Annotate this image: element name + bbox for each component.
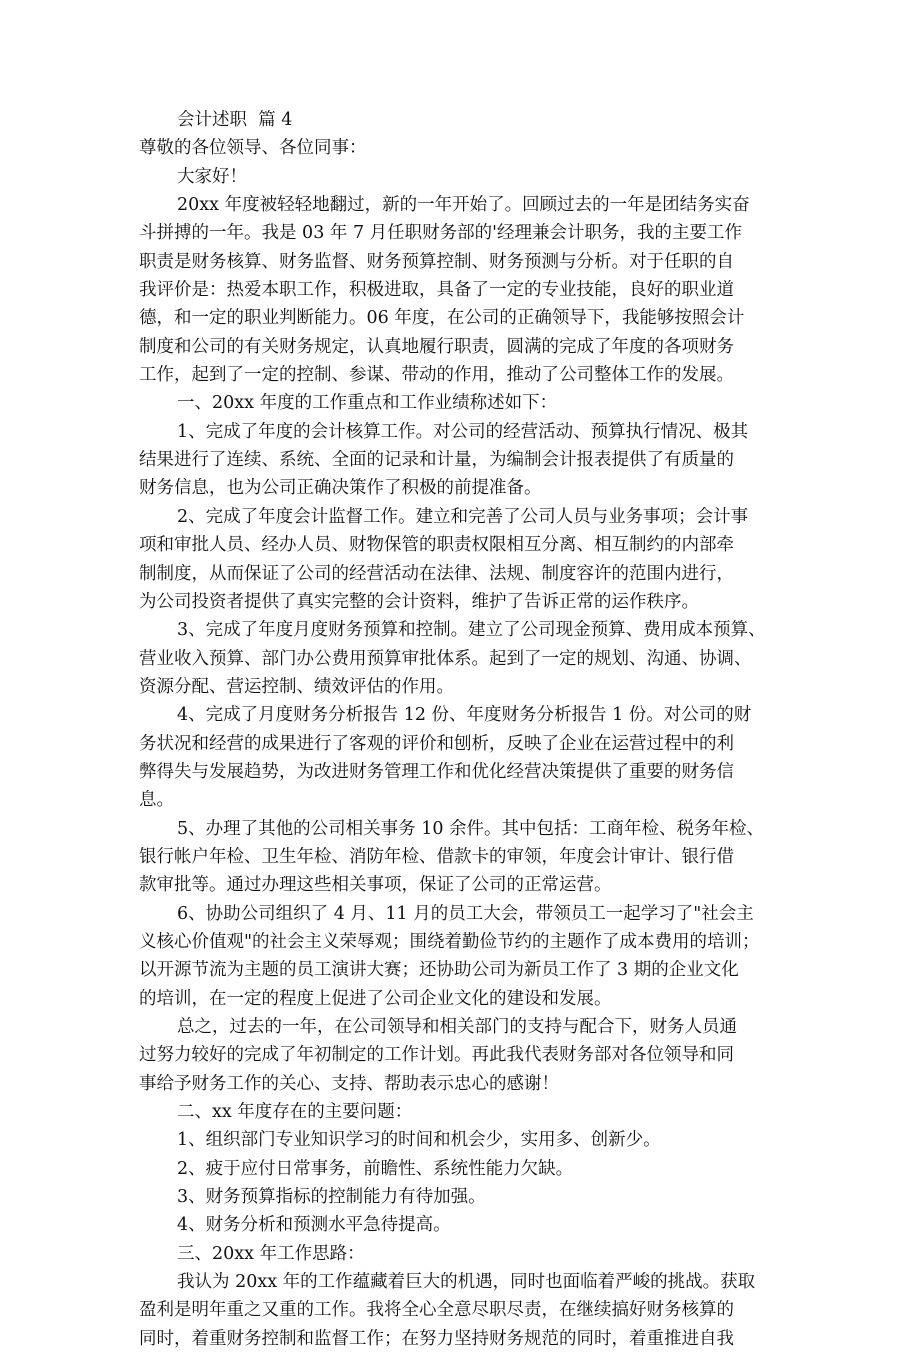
- summary-line: 总之，过去的一年，在公司领导和相关部门的支持与配合下，财务人员通: [177, 1017, 737, 1037]
- item-2-line: 为公司投资者提供了真实完整的会计资料，维护了告诉正常的运作秩序。: [139, 591, 699, 612]
- intro-line: 斗拼搏的一年。我是 03 年 7 月任职财务部的'经理兼会计职务，我的主要工作: [139, 223, 742, 244]
- document-body: [139, 106, 784, 1353]
- item-3-line: 3、完成了年度月度财务预算和控制。建立了公司现金预算、费用成本预算、: [177, 620, 766, 641]
- item-6-line: 6、协助公司组织了 4 月、11 月的员工大会，带领员工一起学习了"社会主: [177, 903, 754, 924]
- summary-line: 事给予财务工作的关心、支持、帮助表示忠心的感谢！: [139, 1073, 559, 1094]
- item-3-line: 资源分配、营运控制、绩效评估的作用。: [139, 676, 454, 697]
- document-title: 会计述职 篇 4: [177, 110, 293, 130]
- item-2-line: 项和审批人员、经办人员、财物保管的职责权限相互分离、相互制约的内部牵: [139, 535, 734, 556]
- section-heading-3: 三、20xx 年工作思路：: [177, 1243, 365, 1264]
- item-4-line: 息。: [139, 790, 174, 811]
- section-heading-2: 二、xx 年度存在的主要问题：: [177, 1102, 413, 1123]
- item-4-line: 务状况和经营的成果进行了客观的评价和刨析，反映了企业在运营过程中的利: [139, 733, 734, 754]
- salutation: 尊敬的各位领导、各位同事：: [139, 138, 367, 159]
- plan-line: 盈利是明年重之又重的工作。我将全心全意尽职尽责，在继续搞好财务核算的: [139, 1300, 734, 1321]
- problem-item: 1、组织部门专业知识学习的时间和机会少，实用多、创新少。: [177, 1130, 661, 1151]
- item-3-line: 营业收入预算、部门办公费用预算审批体系。起到了一定的规划、沟通、协调、: [139, 648, 752, 669]
- item-1-line: 1、完成了年度的会计核算工作。对公司的经营活动、预算执行情况、极其: [177, 421, 749, 442]
- item-6-line: 以开源节流为主题的员工演讲大赛；还协助公司为新员工作了 3 期的企业文化: [139, 960, 739, 981]
- intro-line: 制度和公司的有关财务规定，认真地履行职责，圆满的完成了年度的各项财务: [139, 336, 734, 357]
- item-5-line: 银行帐户年检、卫生年检、消防年检、借款卡的审领，年度会计审计、银行借: [139, 846, 734, 867]
- problem-item: 3、财务预算指标的控制能力有待加强。: [177, 1187, 486, 1208]
- intro-line: 职责是财务核算、财务监督、财务预算控制、财务预测与分析。对于任职的自: [139, 251, 734, 272]
- item-1-line: 财务信息，也为公司正确决策作了积极的前提准备。: [139, 478, 542, 499]
- item-4-line: 4、完成了月度财务分析报告 12 份、年度财务分析报告 1 份。对公司的财: [177, 705, 752, 726]
- item-2-line: 制制度，从而保证了公司的经营活动在法律、法规、制度容许的范围内进行，: [139, 563, 734, 584]
- intro-line: 工作，起到了一定的控制、参谋、带动的作用，推动了公司整体工作的发展。: [139, 365, 734, 386]
- section-heading-1: 一、20xx 年度的工作重点和工作业绩称述如下：: [177, 393, 558, 414]
- item-6-line: 的培训，在一定的程度上促进了公司企业文化的建设和发展。: [139, 988, 612, 1009]
- summary-line: 过努力较好的完成了年初制定的工作计划。再此我代表财务部对各位领导和同: [139, 1045, 734, 1066]
- intro-line: 德，和一定的职业判断能力。06 年度，在公司的正确领导下，我能够按照会计: [139, 308, 745, 329]
- greeting: 大家好！: [177, 166, 247, 187]
- item-1-line: 结果进行了连续、系统、全面的记录和计量，为编制会计报表提供了有质量的: [139, 450, 734, 471]
- plan-line: 我认为 20xx 年的工作蕴藏着巨大的机遇，同时也面临着严峻的挑战。获取: [177, 1272, 756, 1293]
- item-2-line: 2、完成了年度会计监督工作。建立和完善了公司人员与业务事项；会计事: [177, 506, 749, 527]
- intro-line: 我评价是：热爱本职工作，积极进取，具备了一定的专业技能，良好的职业道: [139, 280, 734, 301]
- plan-line: 同时，着重财务控制和监督工作；在努力坚持财务规范的同时，着重推进自我: [139, 1328, 734, 1349]
- problem-item: 4、财务分析和预测水平急待提高。: [177, 1215, 451, 1236]
- problem-item: 2、疲于应付日常事务，前瞻性、系统性能力欠缺。: [177, 1158, 574, 1179]
- intro-line: 20xx 年度被轻轻地翻过，新的一年开始了。回顾过去的一年是团结务实奋: [177, 195, 750, 216]
- item-5-line: 5、办理了其他的公司相关事务 10 余件。其中包括：工商年检、税务年检、: [177, 818, 765, 839]
- item-6-line: 义核心价值观"的社会主义荣辱观；围绕着勤俭节约的主题作了成本费用的培训；: [139, 931, 760, 952]
- item-5-line: 款审批等。通过办理这些相关事项，保证了公司的正常运营。: [139, 875, 612, 896]
- item-4-line: 弊得失与发展趋势，为改进财务管理工作和优化经营决策提供了重要的财务信: [139, 761, 734, 782]
